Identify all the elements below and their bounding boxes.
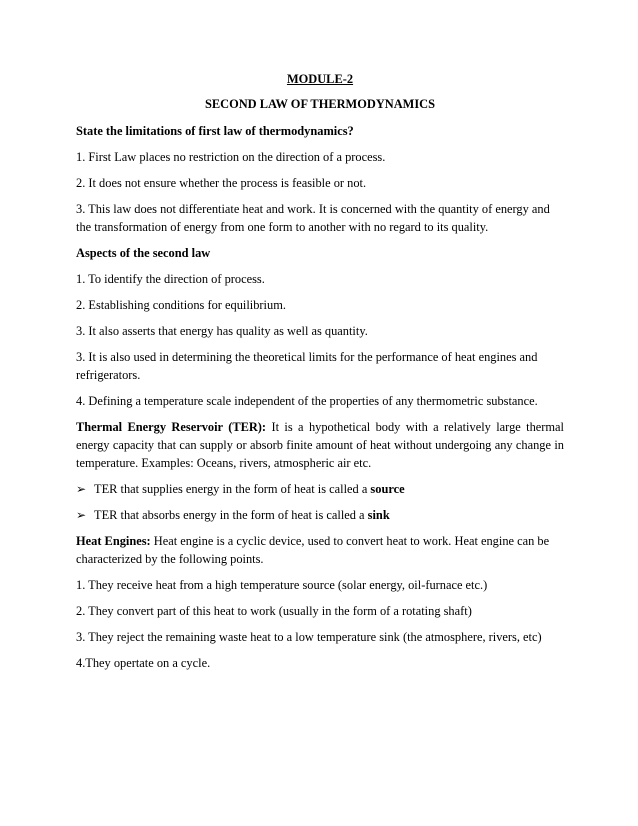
limitations-heading: State the limitations of first law of thermodynamics? (76, 124, 354, 138)
heat-engines-paragraph (76, 532, 564, 568)
ter-bullet-sink-term: sink (367, 508, 390, 522)
ter-bullet-source-text (94, 480, 405, 498)
heat-engines-term: Heat Engines: (76, 534, 151, 548)
heat-engine-item-2: 2. They convert part of this heat to work (usually in the form of a rotating shaft) (76, 604, 472, 618)
ter-bullet-source-term: source (370, 482, 405, 496)
ter-paragraph (76, 418, 564, 472)
limitation-item-1: 1. First Law places no restriction on the direction of a process. (76, 150, 386, 164)
ter-definition: It is a hypothetical body with a relatively large thermal energy capacity that can supply or absorb finite amount of heat without undergoing any change in temperature. Examples: Oceans, rivers, atmospheric air etc. (76, 420, 564, 470)
ter-bullet-source-label: TER that supplies energy in the form of heat is called a (94, 482, 371, 496)
arrowhead-bullet-icon: ➢ (76, 508, 87, 522)
aspect-item-2: 2. Establishing conditions for equilibrium. (76, 298, 286, 312)
document-page (76, 70, 564, 680)
aspect-item-3: 3. It also asserts that energy has quality as well as quantity. (76, 324, 368, 338)
limitation-item-3: 3. This law does not differentiate heat and work. It is concerned with the quantity of energy and the transformation of energy from one form to another with no regard to its quality. (76, 202, 550, 234)
ter-bullet-sink-text (94, 506, 390, 524)
limitation-item-2: 2. It does not ensure whether the process is feasible or not. (76, 176, 367, 190)
module-title: MODULE-2 (286, 72, 354, 86)
heat-engine-item-1: 1. They receive heat from a high temperature source (solar energy, oil-furnace etc.) (76, 578, 488, 592)
aspect-item-4: 3. It is also used in determining the theoretical limits for the performance of heat engines and refrigerators. (76, 350, 538, 382)
heat-engine-item-3: 3. They reject the remaining waste heat to a low temperature sink (the atmosphere, rivers, etc) (76, 630, 542, 644)
aspect-item-5: 4. Defining a temperature scale independent of the properties of any thermometric substance. (76, 394, 538, 408)
arrowhead-bullet-icon: ➢ (76, 482, 87, 496)
ter-bullet-sink (76, 506, 564, 524)
ter-bullet-sink-label: TER that absorbs energy in the form of heat is called a (94, 508, 368, 522)
ter-term: Thermal Energy Reservoir (TER): (76, 420, 267, 434)
heat-engine-item-4: 4.They opertate on a cycle. (76, 656, 211, 670)
heat-engines-definition: Heat engine is a cyclic device, used to convert heat to work. Heat engine can be characterized by the following points. (76, 534, 550, 566)
aspect-item-1: 1. To identify the direction of process. (76, 272, 265, 286)
aspects-heading: Aspects of the second law (76, 246, 211, 260)
ter-bullet-source (76, 480, 564, 498)
chapter-title: SECOND LAW OF THERMODYNAMICS (204, 97, 436, 111)
